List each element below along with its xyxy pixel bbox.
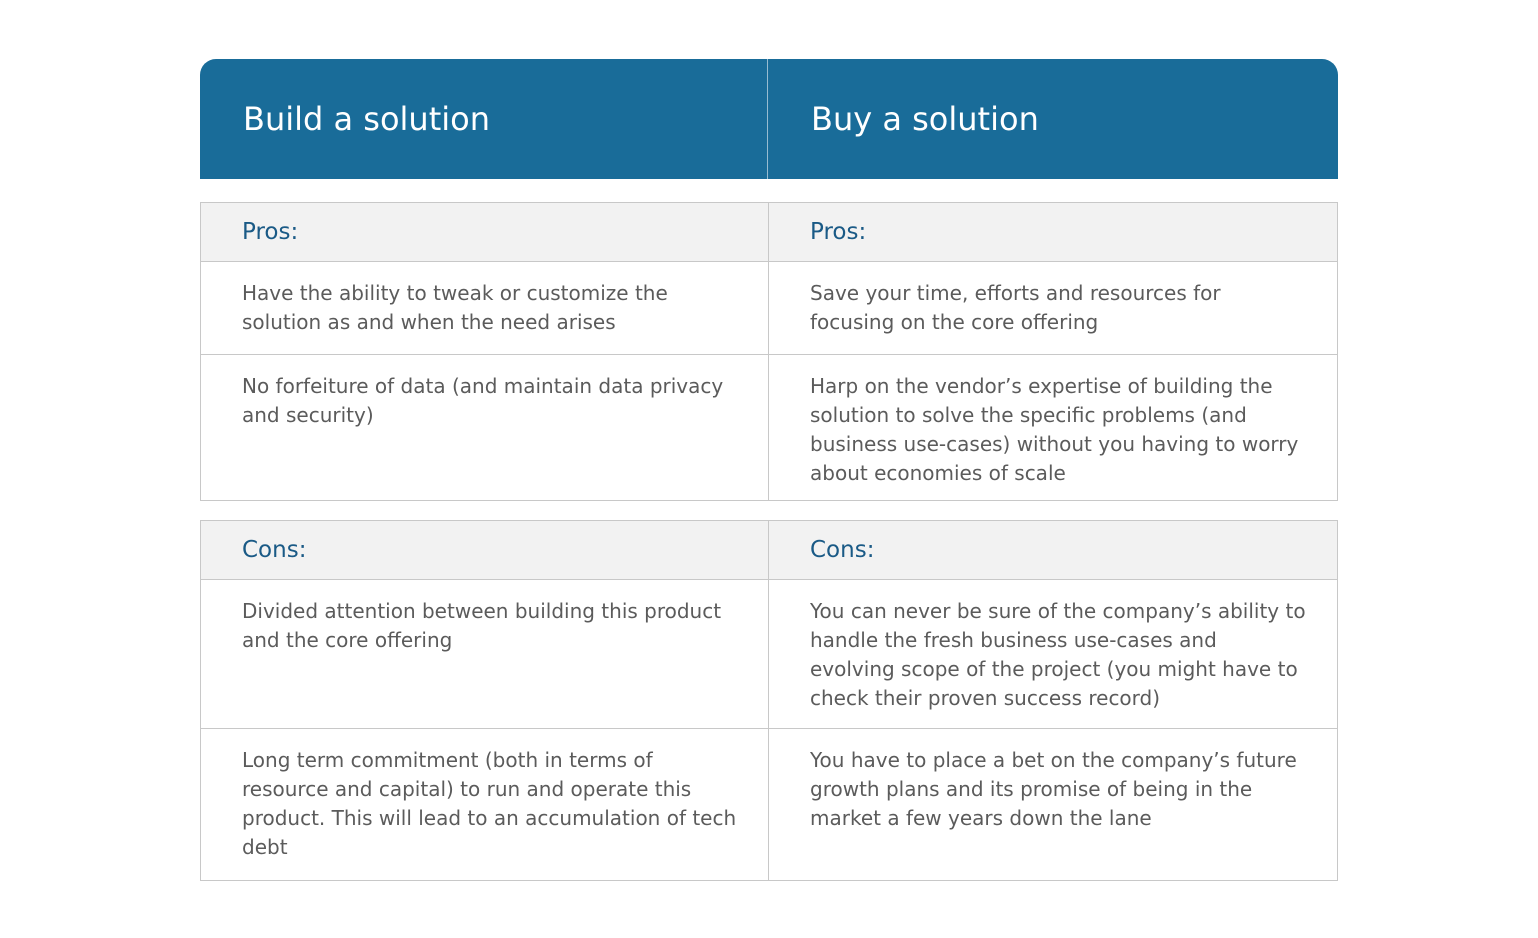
buy-solution-title: Buy a solution [811, 100, 1039, 138]
cons-header-row [201, 521, 1337, 580]
pros-table [200, 202, 1338, 501]
buy-cons-label: Cons: [810, 537, 875, 563]
buy-pros-label: Pros: [810, 219, 867, 245]
pros-header-row [201, 203, 1337, 262]
cons-table [200, 520, 1338, 881]
build-pros-label: Pros: [201, 203, 769, 261]
buy-pro-item: Save your time, efforts and resources for focusing on the core offering [810, 281, 1221, 334]
table-row [201, 355, 1337, 500]
table-row [201, 729, 1337, 880]
comparison-header [200, 59, 1338, 179]
buy-con-item: You have to place a bet on the company’s future growth plans and its promise of being in the market a few years down the lane [810, 748, 1297, 830]
buy-pro-item: Harp on the vendor’s expertise of building the solution to solve the specific problems (and business use-cases) without you having to worry about economies of scale [810, 374, 1299, 485]
table-row [201, 262, 1337, 355]
build-pro-item: Have the ability to tweak or customize the solution as and when the need arises [201, 262, 769, 354]
build-pro-item: No forfeiture of data (and maintain data privacy and security) [201, 355, 769, 500]
build-con-item: Divided attention between building this product and the core offering [201, 580, 769, 728]
table-row [201, 580, 1337, 729]
build-solution-title: Build a solution [200, 59, 768, 179]
buy-con-item: You can never be sure of the company’s ability to handle the fresh business use-cases and evolving scope of the project (you might have to check their proven success record) [810, 599, 1306, 710]
build-cons-label: Cons: [201, 521, 769, 579]
build-con-item: Long term commitment (both in terms of resource and capital) to run and operate this product. This will lead to an accumulation of tech debt [201, 729, 769, 880]
